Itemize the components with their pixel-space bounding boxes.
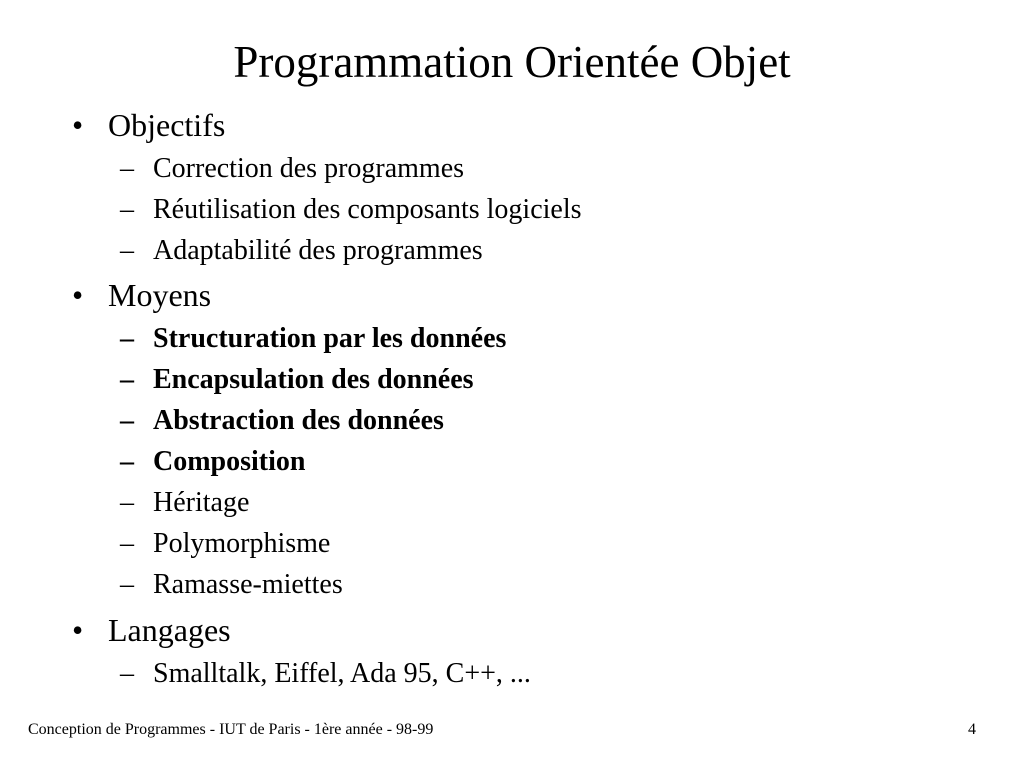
dash-marker: – [120, 364, 134, 395]
dash-marker: – [120, 658, 134, 689]
sub-item-label: Encapsulation des données [153, 364, 474, 395]
bullet-label: Moyens [108, 277, 212, 313]
dash-marker: – [120, 323, 134, 354]
sub-item-label: Abstraction des données [153, 405, 444, 436]
dash-marker: – [120, 569, 134, 600]
bullet-marker: • [72, 277, 84, 313]
bullet-label: Objectifs [108, 107, 226, 143]
slide-title: Programmation Orientée Objet [233, 37, 791, 87]
sub-item-label: Composition [153, 446, 306, 477]
dash-marker: – [120, 194, 134, 225]
page-number: 4 [968, 721, 976, 738]
dash-marker: – [120, 487, 134, 518]
sub-item-label: Adaptabilité des programmes [153, 235, 483, 266]
bullet-marker: • [72, 107, 84, 143]
sub-item-label: Ramasse-miettes [153, 569, 343, 600]
sub-item-label: Structuration par les données [153, 323, 507, 354]
dash-marker: – [120, 528, 134, 559]
dash-marker: – [120, 235, 134, 266]
dash-marker: – [120, 405, 134, 436]
bullet-marker: • [72, 612, 84, 648]
sub-item-label: Réutilisation des composants logiciels [153, 194, 582, 225]
sub-item-label: Polymorphisme [153, 528, 331, 559]
sub-item-label: Smalltalk, Eiffel, Ada 95, C++, ... [153, 658, 531, 689]
footer-course-info: Conception de Programmes - IUT de Paris - 1ère année - 98-99 [28, 721, 434, 738]
bullet-label: Langages [108, 612, 231, 648]
sub-item-label: Correction des programmes [153, 153, 465, 184]
dash-marker: – [120, 446, 134, 477]
sub-item-label: Héritage [153, 487, 250, 518]
dash-marker: – [120, 153, 134, 184]
